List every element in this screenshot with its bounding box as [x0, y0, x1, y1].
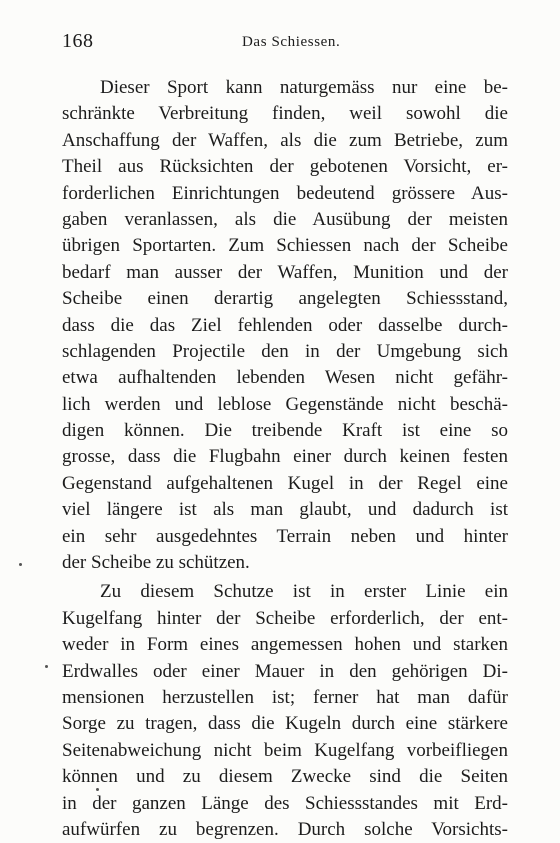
text-line: Scheibe einen derartig angelegten Schiessstand,	[62, 288, 508, 310]
text-line: Anschaffung der Waffen, als die zum Betriebe, zum	[62, 129, 508, 151]
text-line: forderlichen Einrichtungen bedeutend grössere Aus-	[62, 182, 508, 204]
text-line: schränkte Verbreitung finden, weil sowohl die	[62, 103, 508, 125]
text-line: etwa aufhaltenden lebenden Wesen nicht gefähr-	[62, 367, 508, 389]
paper-speck	[45, 665, 48, 668]
text-line: Dieser Sport kann naturgemäss nur eine be-	[100, 77, 508, 98]
paper-speck	[19, 563, 22, 566]
text-line: Erdwalles oder einer Mauer in den gehörigen Di-	[62, 660, 508, 682]
text-line: können und zu diesem Zwecke sind die Seiten	[62, 766, 508, 788]
paragraph-1	[62, 75, 508, 576]
text-line: lich werden und leblose Gegenstände nicht beschä-	[62, 393, 508, 415]
text-line: Sorge zu tragen, dass die Kugeln durch eine stärkere	[62, 713, 508, 735]
text-line: ein sehr ausgedehntes Terrain neben und hinter	[62, 525, 508, 547]
text-line: schlagenden Projectile den in der Umgebung sich	[62, 340, 508, 362]
text-line: Zu diesem Schutze ist in erster Linie ein	[100, 581, 508, 603]
text-line: Gegenstand aufgehaltenen Kugel in der Regel eine	[62, 472, 508, 494]
text-line: Theil aus Rücksichten der gebotenen Vorsicht, er-	[62, 156, 508, 178]
text-line: in der ganzen Länge des Schiessstandes mit Erd-	[62, 792, 508, 814]
paper-speck	[96, 788, 99, 791]
text-line: viel längere ist als man glaubt, und dadurch ist	[62, 499, 508, 521]
text-line: dass die das Ziel fehlenden oder dasselbe durch-	[62, 314, 508, 336]
text-line: Seitenabweichung nicht beim Kugelfang vorbeifliegen	[62, 739, 508, 761]
text-line: Kugelfang hinter der Scheibe erforderlich, der ent-	[62, 607, 508, 629]
running-head: Das Schiessen.	[242, 34, 341, 50]
text-line: bedarf man ausser der Waffen, Munition und der	[62, 261, 508, 283]
text-line: übrigen Sportarten. Zum Schiessen nach der Scheibe	[62, 235, 508, 257]
text-line: gaben veranlassen, als die Ausübung der meisten	[62, 208, 508, 230]
page-header	[62, 30, 520, 54]
text-line: aufwürfen zu begrenzen. Durch solche Vorsichts-	[62, 818, 508, 840]
text-line: digen können. Die treibende Kraft ist eine so	[62, 420, 508, 442]
paragraph-2	[62, 579, 508, 843]
text-line: grosse, dass die Flugbahn einer durch keinen festen	[62, 446, 508, 468]
text-line: mensionen herzustellen ist; ferner hat man dafür	[62, 686, 508, 708]
text-line: der Scheibe zu schützen.	[62, 552, 250, 574]
page-number: 168	[62, 30, 94, 52]
text-line: weder in Form eines angemessen hohen und starken	[62, 634, 508, 656]
body-text	[62, 75, 508, 843]
